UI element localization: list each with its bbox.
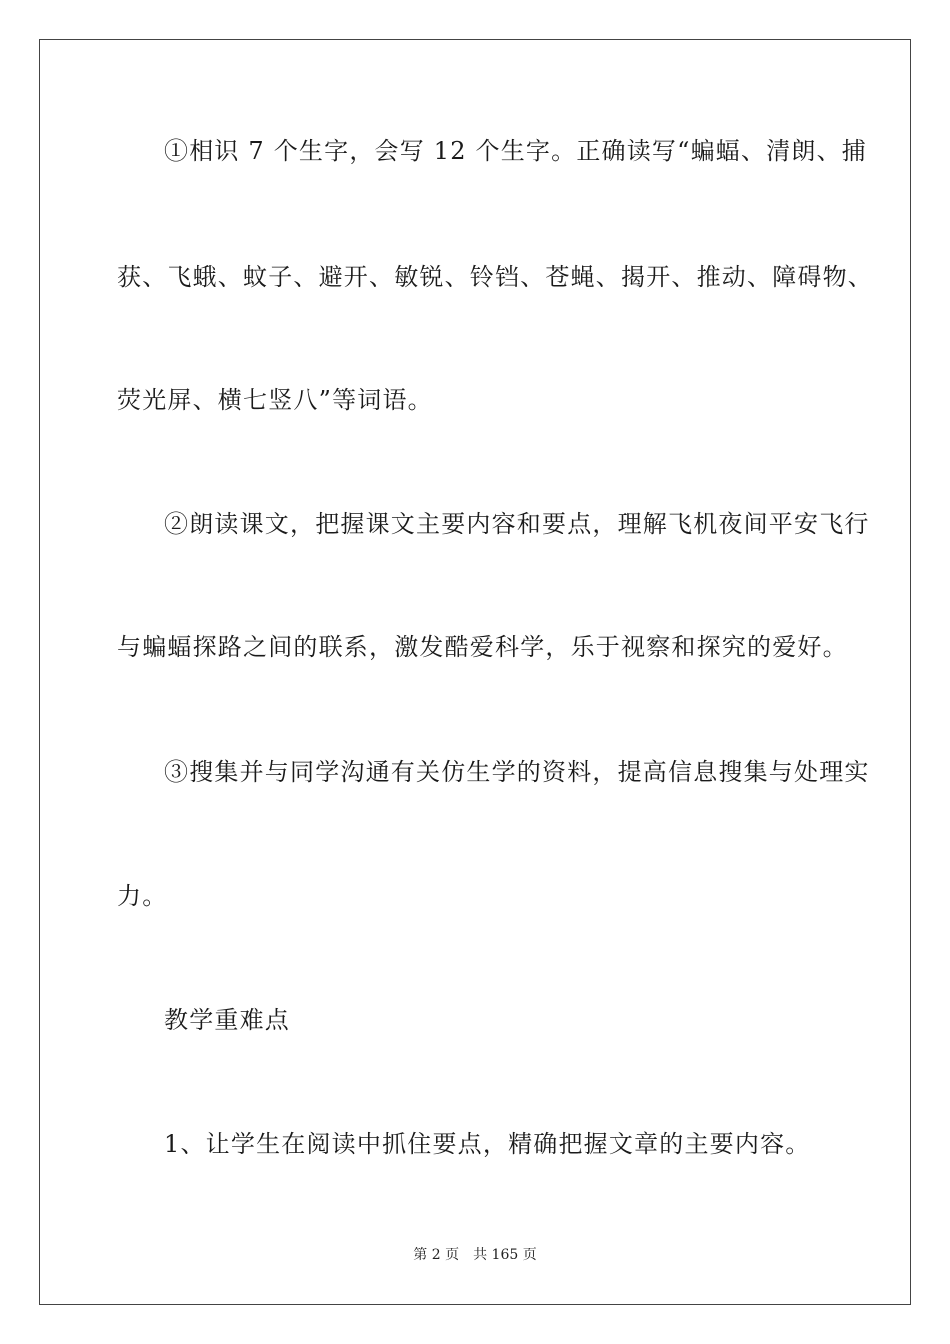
objective-1-line-3: 荧光屏、横七竖八”等词语。 <box>117 386 433 414</box>
objective-2-line-2: 与蝙蝠探路之间的联系，激发酷爱科学，乐于视察和探究的爱好。 <box>117 633 848 661</box>
key-point-1: 1、让学生在阅读中抓住要点，精确把握文章的主要内容。 <box>164 1130 811 1158</box>
page-border <box>39 39 911 1305</box>
page-footer <box>0 1245 950 1265</box>
objective-3-line-1: ③搜集并与同学沟通有关仿生学的资料，提高信息搜集与处理实 <box>164 758 870 786</box>
section-heading: 教学重难点 <box>164 1006 290 1034</box>
objective-2-line-1: ②朗读课文，把握课文主要内容和要点，理解飞机夜间平安飞行 <box>164 510 870 538</box>
objective-3-line-2: 力。 <box>117 882 168 910</box>
objective-1-line-1: ①相识 7 个生字，会写 12 个生字。正确读写“蝙蝠、清朗、捕 <box>164 137 867 165</box>
page-number: 第 2 页 <box>413 1247 460 1263</box>
objective-1-line-2: 获、飞蛾、蚊子、避开、敏锐、铃铛、苍蝇、揭开、推动、障碍物、 <box>117 263 873 291</box>
page-total: 共 165 页 <box>473 1247 537 1263</box>
